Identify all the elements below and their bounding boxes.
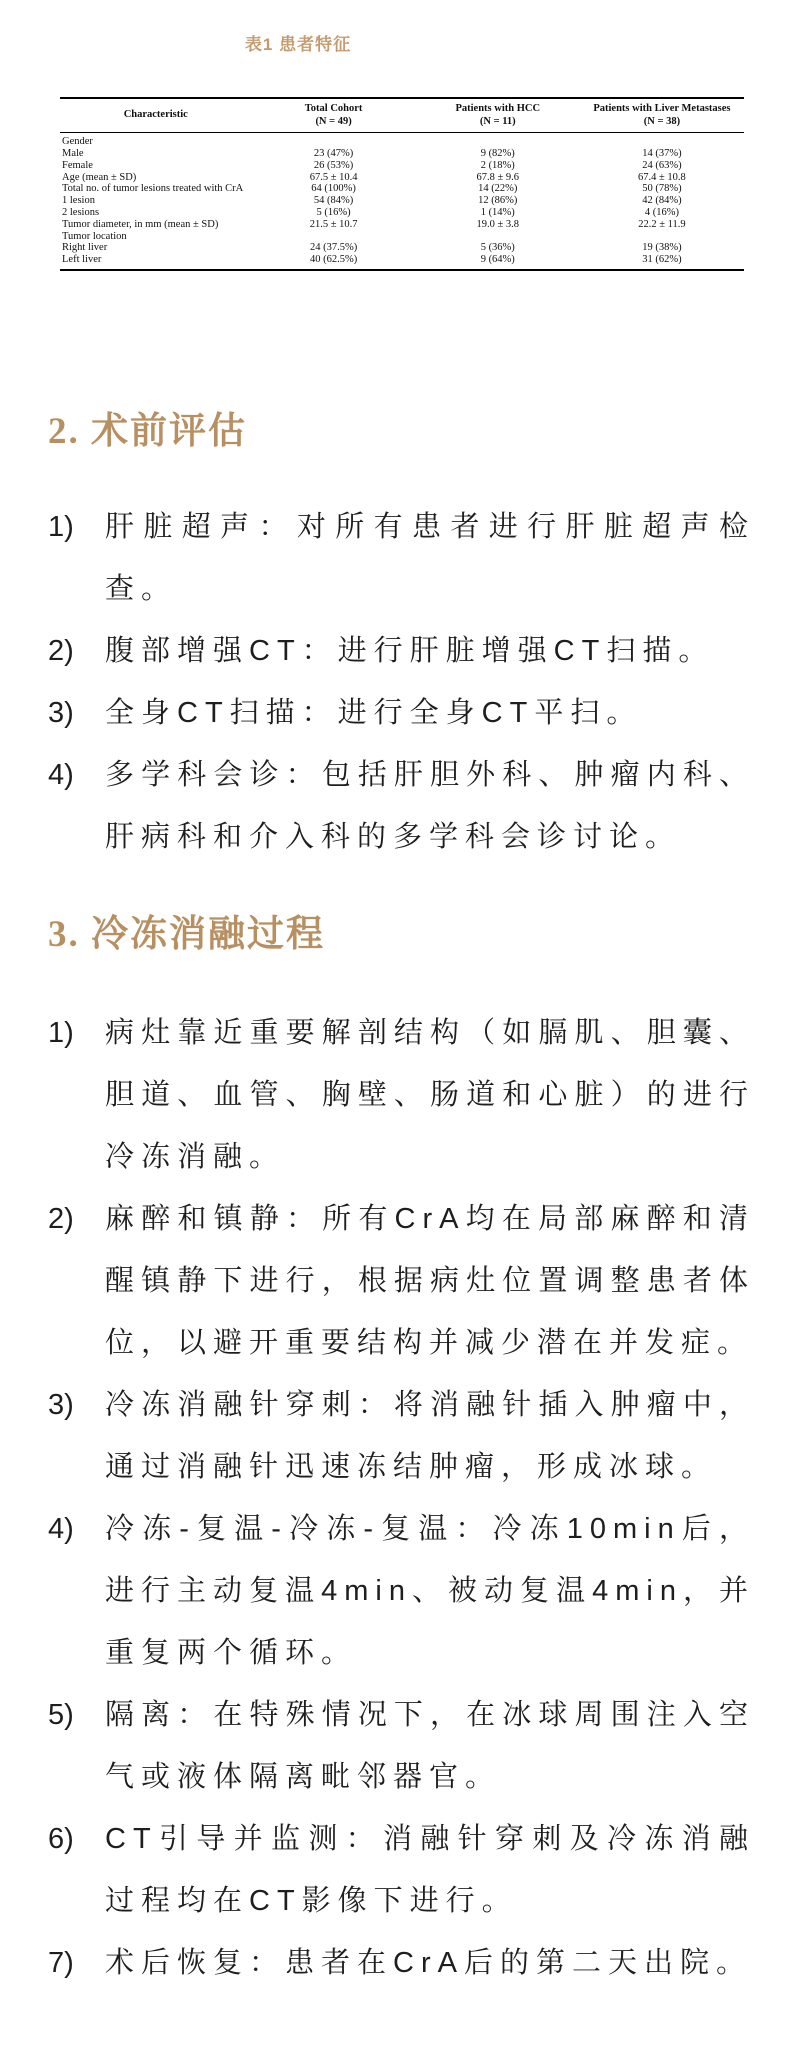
row-label: Age (mean ± SD) xyxy=(62,171,137,183)
patient-characteristics-table-wrap xyxy=(60,97,744,271)
cell-mets: 4 (16%) xyxy=(644,206,679,218)
col-header-liver-metastases xyxy=(580,98,744,133)
cell-mets: 14 (37%) xyxy=(642,147,682,159)
col-header-label: Characteristic xyxy=(123,109,188,121)
item-number: 4) xyxy=(48,1513,74,1546)
list-item xyxy=(0,496,800,620)
cell-total xyxy=(252,133,416,148)
item-number: 6) xyxy=(48,1823,74,1856)
item-number: 5) xyxy=(48,1699,74,1732)
cell-hcc: 1 (14%) xyxy=(480,206,515,218)
item-number: 1) xyxy=(48,1017,74,1050)
item-number: 2) xyxy=(48,1203,74,1236)
table-row xyxy=(60,172,744,184)
list-item xyxy=(0,1374,800,1498)
table-row xyxy=(60,219,744,231)
item-number: 4) xyxy=(48,758,74,791)
row-label: 1 lesion xyxy=(62,195,95,207)
col-header-total-cohort xyxy=(252,98,416,133)
item-text: CT引导并监测：消融针穿刺及冷冻消融过程均在CT影像下进行。 xyxy=(105,1823,755,1918)
table-title: 表1 患者特征 xyxy=(244,35,352,54)
item-text: 隔离：在特殊情况下，在冰球周围注入空气或液体隔离毗邻器官。 xyxy=(105,1699,755,1794)
cell-hcc: 9 (82%) xyxy=(480,147,515,159)
cell-hcc: 67.8 ± 9.6 xyxy=(476,171,519,183)
row-label: Tumor diameter, in mm (mean ± SD) xyxy=(62,218,219,230)
col-header-label: Total Cohort xyxy=(304,103,363,114)
list-item xyxy=(0,1808,800,1932)
table-row xyxy=(60,195,744,207)
row-label: Total no. of tumor lesions treated with CrA xyxy=(62,183,244,195)
section-2-list xyxy=(0,496,800,868)
cell-hcc: 12 (86%) xyxy=(478,195,518,207)
table-body xyxy=(60,133,744,270)
row-label: Gender xyxy=(62,136,93,148)
table-row xyxy=(60,231,744,243)
table-row xyxy=(60,148,744,160)
item-number: 3) xyxy=(48,1389,74,1422)
item-text: 腹部增强CT：进行肝脏增强CT扫描。 xyxy=(105,634,715,667)
cell-total: 54 (84%) xyxy=(313,195,354,207)
item-number: 1) xyxy=(48,510,74,543)
table-header-row xyxy=(60,98,744,133)
col-header-sub: (N = 11) xyxy=(479,115,516,127)
list-item xyxy=(0,744,800,868)
row-label: Left liver xyxy=(62,254,102,266)
cell-mets: 67.4 ± 10.8 xyxy=(638,171,686,183)
cell-mets: 42 (84%) xyxy=(642,195,682,207)
cell-total xyxy=(252,231,416,243)
cell-hcc: 5 (36%) xyxy=(480,242,515,254)
row-label: 2 lesions xyxy=(62,206,100,218)
col-header-hcc xyxy=(416,98,580,133)
list-item xyxy=(0,1684,800,1808)
cell-mets: 22.2 ± 11.9 xyxy=(638,218,686,230)
list-item xyxy=(0,1498,800,1684)
item-text: 多学科会诊：包括肝胆外科、肿瘤内科、肝病科和介入科的多学科会诊讨论。 xyxy=(105,758,755,853)
col-header-sub: (N = 38) xyxy=(643,115,681,127)
cell-total: 26 (53%) xyxy=(313,159,354,171)
row-label: Tumor location xyxy=(62,230,127,242)
cell-hcc: 19.0 ± 3.8 xyxy=(476,218,519,230)
list-item xyxy=(0,1932,800,1994)
cell-hcc xyxy=(416,133,580,148)
row-label: Right liver xyxy=(62,242,108,254)
cell-mets xyxy=(580,231,744,243)
cell-mets: 31 (62%) xyxy=(642,254,682,266)
cell-mets xyxy=(580,133,744,148)
list-item xyxy=(0,620,800,682)
col-header-label: Patients with Liver Metastases xyxy=(593,103,731,114)
list-item xyxy=(0,682,800,744)
cell-hcc: 2 (18%) xyxy=(480,159,515,171)
item-number: 2) xyxy=(48,634,74,667)
table-row xyxy=(60,133,744,148)
cell-mets: 24 (63%) xyxy=(642,159,682,171)
row-label: Female xyxy=(62,159,93,171)
cell-hcc: 9 (64%) xyxy=(480,254,515,266)
col-header-label: Patients with HCC xyxy=(455,103,541,114)
section-3-list xyxy=(0,1002,800,1994)
item-number: 7) xyxy=(48,1947,74,1980)
item-text: 病灶靠近重要解剖结构（如膈肌、胆囊、胆道、血管、胸壁、肠道和心脏）的进行冷冻消融。 xyxy=(105,1017,755,1174)
list-item xyxy=(0,1002,800,1188)
cell-total: 24 (37.5%) xyxy=(309,242,358,254)
section-3-heading: 3. 冷冻消融过程 xyxy=(48,913,325,955)
list-item xyxy=(0,1188,800,1374)
item-text: 冷冻-复温-冷冻-复温：冷冻10min后，进行主动复温4min、被动复温4min，并重复两个循环。 xyxy=(105,1513,755,1670)
cell-mets: 50 (78%) xyxy=(642,183,682,195)
cell-total: 67.5 ± 10.4 xyxy=(309,171,358,183)
cell-mets: 19 (38%) xyxy=(642,242,682,254)
item-number: 3) xyxy=(48,696,74,729)
table-row xyxy=(60,207,744,219)
table-row xyxy=(60,242,744,254)
cell-hcc xyxy=(416,231,580,243)
item-text: 肝脏超声：对所有患者进行肝脏超声检查。 xyxy=(105,510,755,605)
item-text: 麻醉和镇静：所有CrA均在局部麻醉和清醒镇静下进行，根据病灶位置调整患者体位，以避开重要结构并减少潜在并发症。 xyxy=(105,1203,755,1360)
item-text: 术后恢复：患者在CrA后的第二天出院。 xyxy=(105,1947,752,1980)
cell-total: 21.5 ± 10.7 xyxy=(309,218,358,230)
cell-total: 23 (47%) xyxy=(313,147,354,159)
item-text: 冷冻消融针穿刺：将消融针插入肿瘤中，通过消融针迅速冻结肿瘤，形成冰球。 xyxy=(105,1389,755,1484)
item-text: 全身CT扫描：进行全身CT平扫。 xyxy=(105,696,643,729)
row-label: Male xyxy=(62,147,84,159)
cell-total: 5 (16%) xyxy=(316,206,351,218)
col-header-sub: (N = 49) xyxy=(315,115,352,127)
cell-hcc: 14 (22%) xyxy=(478,183,518,195)
table-header xyxy=(60,98,744,133)
col-header-characteristic xyxy=(60,98,252,133)
table-row xyxy=(60,160,744,172)
table-row xyxy=(60,183,744,195)
section-2-heading: 2. 术前评估 xyxy=(48,410,247,452)
cell-total: 40 (62.5%) xyxy=(309,254,358,266)
cell-total: 64 (100%) xyxy=(311,183,356,195)
patient-characteristics-table xyxy=(60,97,744,271)
table-row xyxy=(60,254,744,270)
